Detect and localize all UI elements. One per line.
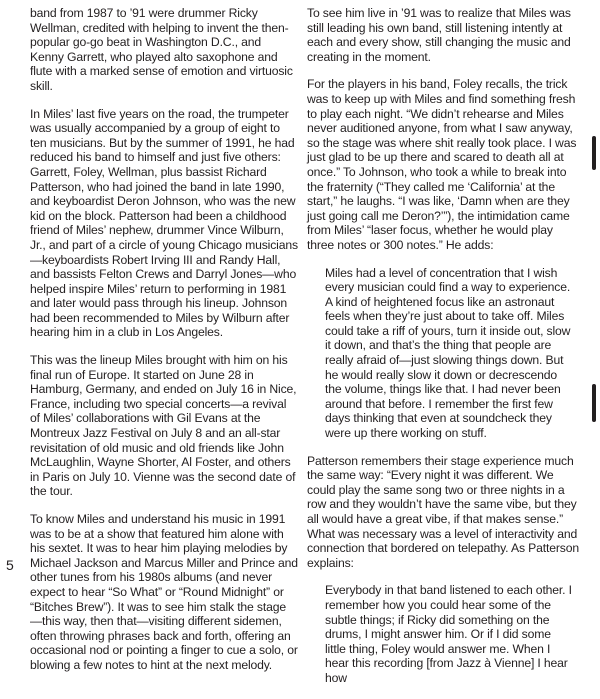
block-quote: Everybody in that band listened to each other. I remember how you could hear some of the subtle things; if Ricky did something on the drums, I might answer him. Or if I did some little thing, Foley would answer me. When I hear this recording [from Jazz à Vienne] I hear how — [325, 583, 572, 685]
paragraph: Patterson remembers their stage experience much the same way: “Every night it was different. We could play the same song two or three nights in a row and they wouldn’t have the same vibe, but they all would have a great vibe, if that makes sense.” What was necessary was a level of interactivity and connection that bordered on telepathy. As Patterson explains: — [307, 453, 579, 570]
right-column — [307, 6, 579, 699]
binding-mark — [592, 384, 596, 422]
paragraph: To know Miles and understand his music in 1991 was to be at a show that featured him alone with his sextet. It was to hear him playing melodies by Michael Jackson and Marcus Miller and Prince and other tunes from his 1980s albums (and never expect to hear “So What” or “Round Midnight” or “Bitches Brew”). It was to see him stalk the stage—this way, then that—visiting different sidemen, often throwing phrases back and forth, offering an occasional nod or pointing a finger to cue a solo, or blowing a few notes to hint at the next melody. — [30, 512, 298, 672]
left-column — [30, 6, 298, 686]
paragraph: This was the lineup Miles brought with him on his final run of Europe. It started on June 28 in Hamburg, Germany, and ended on July 16 in Nice, France, including two special concerts—a revival of Miles’ collaborations with Gil Evans at the Montreux Jazz Festival on July 8 and an all-star revisitation of old music and old friends like John McLaughlin, Wayne Shorter, Al Foster, and others in Paris on July 10. Vienne was the second date of the tour. — [30, 353, 297, 499]
page-number: 5 — [6, 557, 14, 573]
paragraph: In Miles’ last five years on the road, the trumpeter was usually accompanied by a group of eight to ten musicians. But by the summer of 1991, he had reduced his band to himself and just five others: Garrett, Foley, Wellman, plus bassist Richard Patterson, who had joined the band in late 1990, and keyboardist Deron Johnson, who was the new kid on the block. Patterson had been a childhood friend of Miles’ nephew, drummer Vince Wilburn, Jr., and part of a circle of young Chicago musicians—keyboardists Robert Irving III and Randy Hall, and bassists Felton Crews and Darryl Jones—who helped inspire Miles’ return to performing in 1981 and later would pass through his lineup. Johnson had been recommended to Miles by Wilburn after hearing him in a club in Los Angeles. — [30, 106, 298, 340]
paragraph: To see him live in ’91 was to realize that Miles was still leading his own band, still listening intently at each and every show, still changing the music and creating in the moment. — [307, 6, 571, 64]
block-quote: Miles had a level of concentration that I wish every musician could find a way to experience. A kind of heightened focus like an astronaut feels when they’re just about to take off. Miles could take a riff of yours, turn it inside out, slow it down, and that’s the thing that people are really afraid of—just slowing things down. But he would really slow it down or decrescendo the volume, things like that. I had never been around that before. I remember the first few days thinking that even at soundcheck they were up there working on stuff. — [325, 265, 571, 441]
paragraph: For the players in his band, Foley recalls, the trick was to keep up with Miles and find something fresh to play each night. “We didn’t rehearse and Miles never auditioned anyone, from what I saw anyway, so the stage was where shit really took place. I was just glad to be up there and scared to death all at once.” To Johnson, who took a while to break into the fraternity (“They called me ‘California’ at the start,” he laughs. “I was like, ‘Damn when are they just going call me Deron?’”), the intimidation came from Miles’ “laser focus, whether he would play three notes or 300 notes.” He adds: — [307, 77, 577, 252]
binding-mark — [592, 136, 596, 170]
paragraph: band from 1987 to ’91 were drummer Ricky Wellman, credited with helping to invent the then-popular go-go beat in Washington D.C., and Kenny Garrett, who played alto saxophone and flute with a marked sense of emotion and virtuosic skill. — [30, 6, 293, 93]
